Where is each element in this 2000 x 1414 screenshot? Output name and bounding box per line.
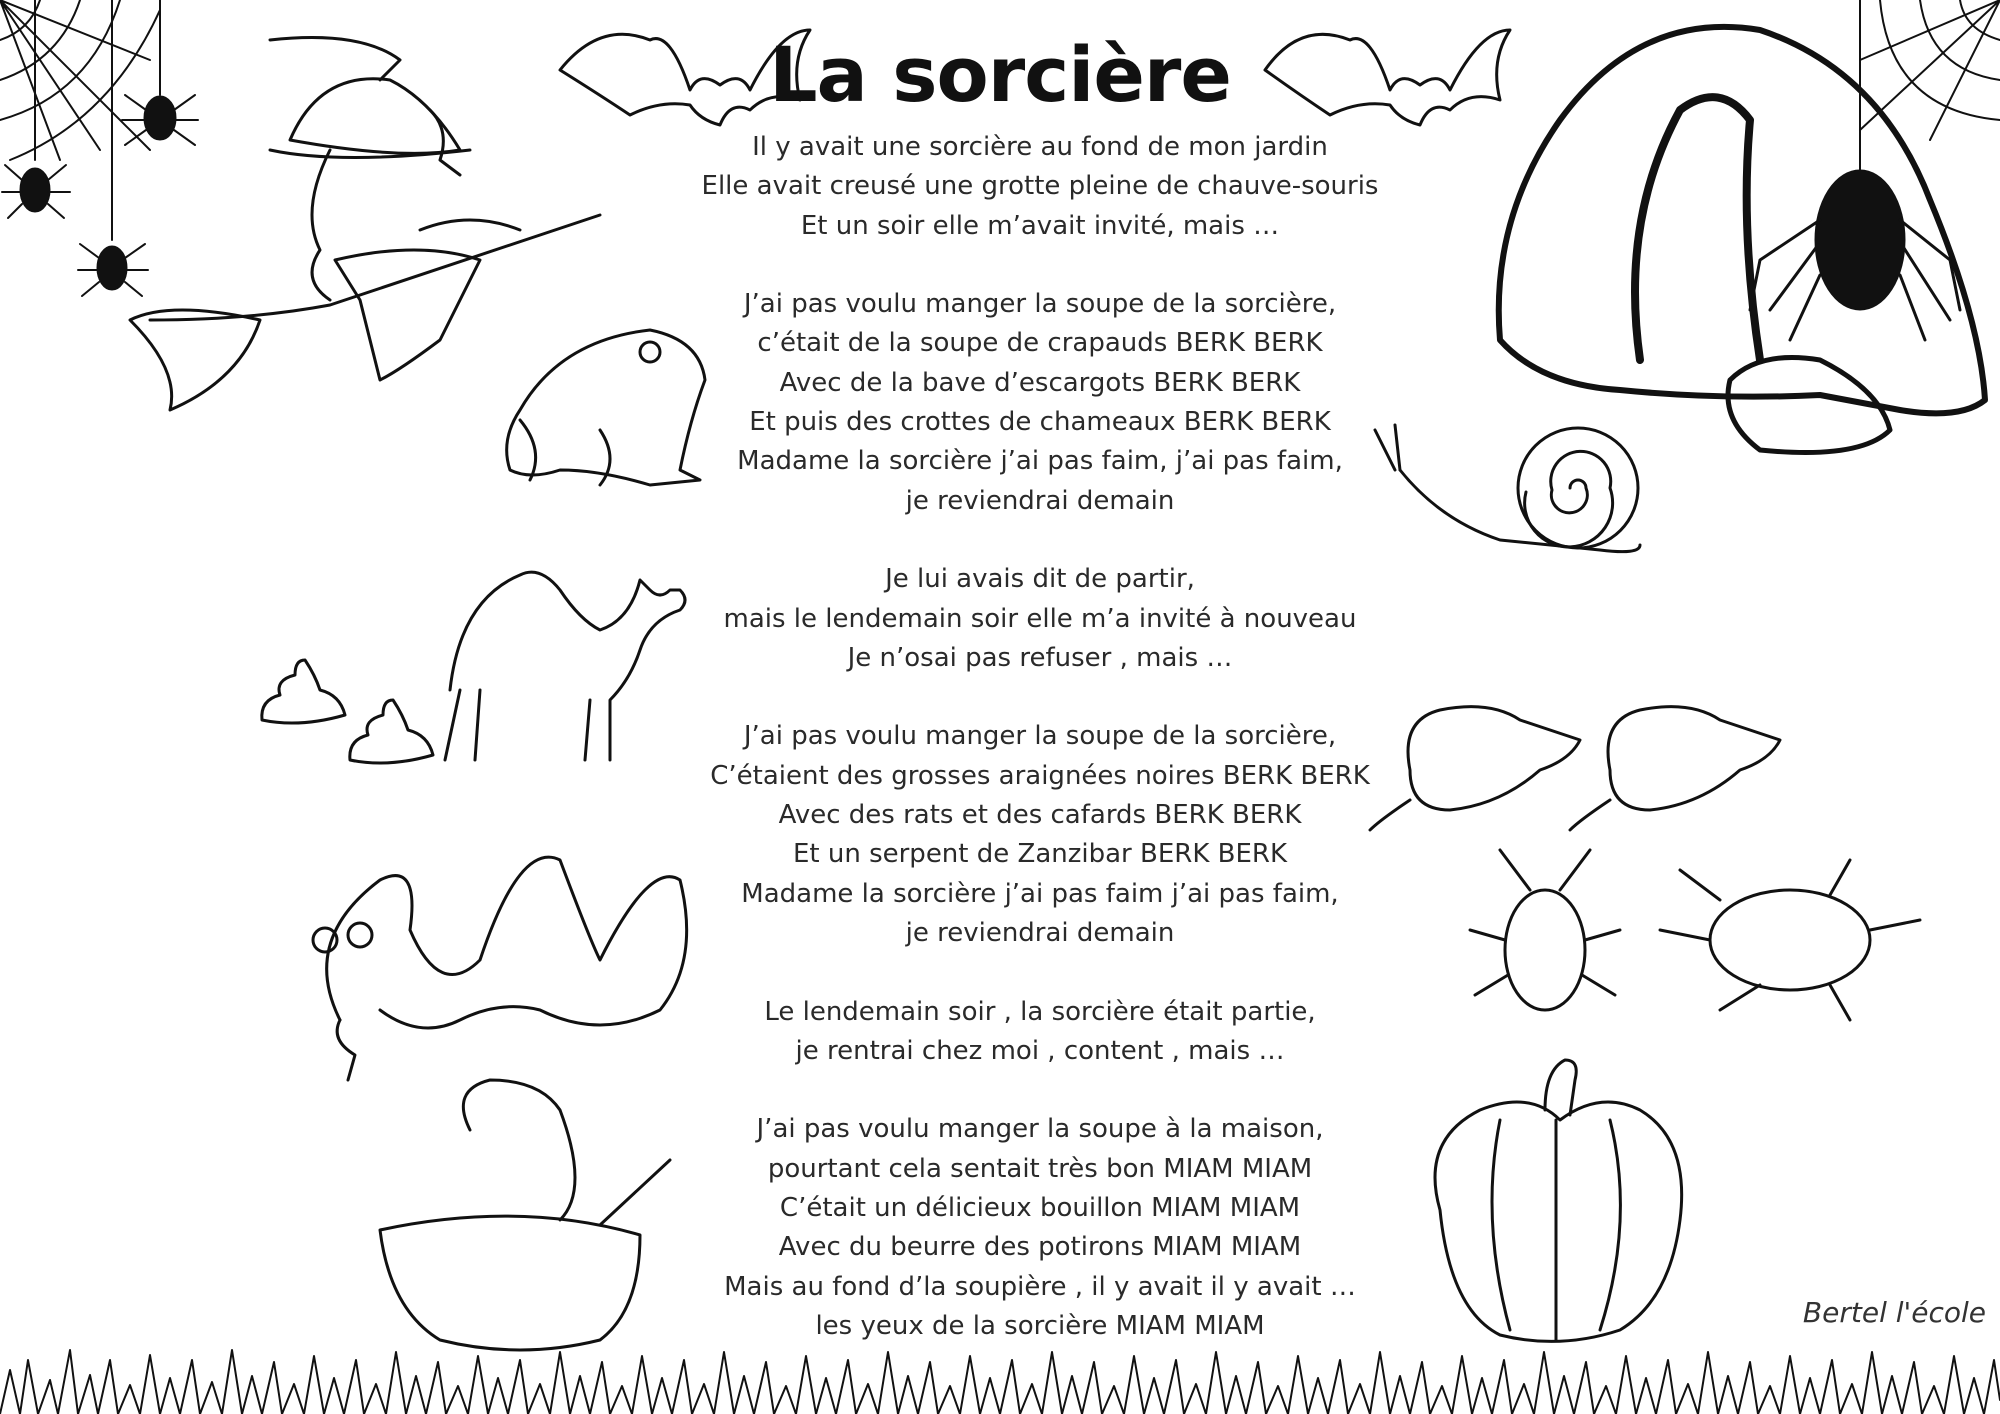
stanza-gap <box>640 521 1440 560</box>
page-title: La sorcière <box>769 30 1231 119</box>
snake-icon <box>313 857 687 1080</box>
poem-line: Mais au fond d’la soupière , il y avait il y avait … <box>724 1271 1356 1302</box>
poem <box>640 128 1440 1346</box>
poem-line: Madame la sorcière j’ai pas faim j’ai pas faim, <box>741 878 1339 909</box>
poem-line: Madame la sorcière j’ai pas faim, j’ai pas faim, <box>737 446 1343 477</box>
poem-line: je reviendrai demain <box>905 485 1175 516</box>
poem-line: je reviendrai demain <box>905 917 1175 948</box>
poem-line: c’était de la soupe de crapauds BERK BERK <box>757 328 1323 359</box>
poem-line: Avec du beurre des potirons MIAM MIAM <box>778 1232 1302 1263</box>
poem-line: je rentrai chez moi , content , mais … <box>795 1035 1285 1066</box>
poem-line: C’était un délicieux bouillon MIAM MIAM <box>779 1193 1301 1224</box>
stanza-6 <box>640 1110 1440 1346</box>
poem-line: Il y avait une sorcière au fond de mon jardin <box>752 132 1328 162</box>
poem-line: Je lui avais dit de partir, <box>885 564 1195 595</box>
stanza-3 <box>640 560 1440 678</box>
poem-line: Et un serpent de Zanzibar BERK BERK <box>792 839 1288 870</box>
stanza-2 <box>640 285 1440 521</box>
stanza-gap <box>640 246 1440 285</box>
poem-line: Avec de la bave d’escargots BERK BERK <box>779 367 1301 398</box>
poem-line: J’ai pas voulu manger la soupe de la sorcière, <box>743 289 1337 320</box>
stanza-1 <box>640 128 1440 246</box>
soup-bowl-icon <box>380 1080 670 1350</box>
stanza-gap <box>640 1071 1440 1110</box>
stanza-5 <box>640 993 1440 1072</box>
stanza-gap <box>640 953 1440 992</box>
poem-line: Avec des rats et des cafards BERK BERK <box>778 800 1302 831</box>
author-credit: Bertel l'école <box>1802 1296 1986 1329</box>
poem-line: pourtant cela sentait très bon MIAM MIAM <box>767 1153 1313 1184</box>
poem-line: J’ai pas voulu manger la soupe de la sorcière, <box>743 721 1337 752</box>
stanza-4 <box>640 717 1440 953</box>
poem-line: mais le lendemain soir elle m’a invité à nouveau <box>723 603 1357 634</box>
pumpkin-icon <box>1435 1060 1682 1341</box>
poem-line: Et un soir elle m’avait invité, mais … <box>800 210 1280 241</box>
poem-line: C’étaient des grosses araignées noires BERK BERK <box>710 760 1370 791</box>
stanza-gap <box>640 678 1440 717</box>
poem-line: Elle avait creusé une grotte pleine de chauve-souris <box>701 171 1379 202</box>
grass-icon <box>0 1350 2000 1414</box>
poem-line: Le lendemain soir , la sorcière était partie, <box>764 996 1316 1027</box>
poop-icon <box>262 660 433 763</box>
poem-line: Et puis des crottes de chameaux BERK BERK <box>749 407 1331 438</box>
cockroach-icon <box>1470 850 1920 1020</box>
poem-line: Je n’osai pas refuser , mais … <box>847 642 1233 673</box>
poem-line: les yeux de la sorcière MIAM MIAM <box>815 1310 1265 1341</box>
poem-line: J’ai pas voulu manger la soupe à la maison, <box>756 1114 1324 1145</box>
